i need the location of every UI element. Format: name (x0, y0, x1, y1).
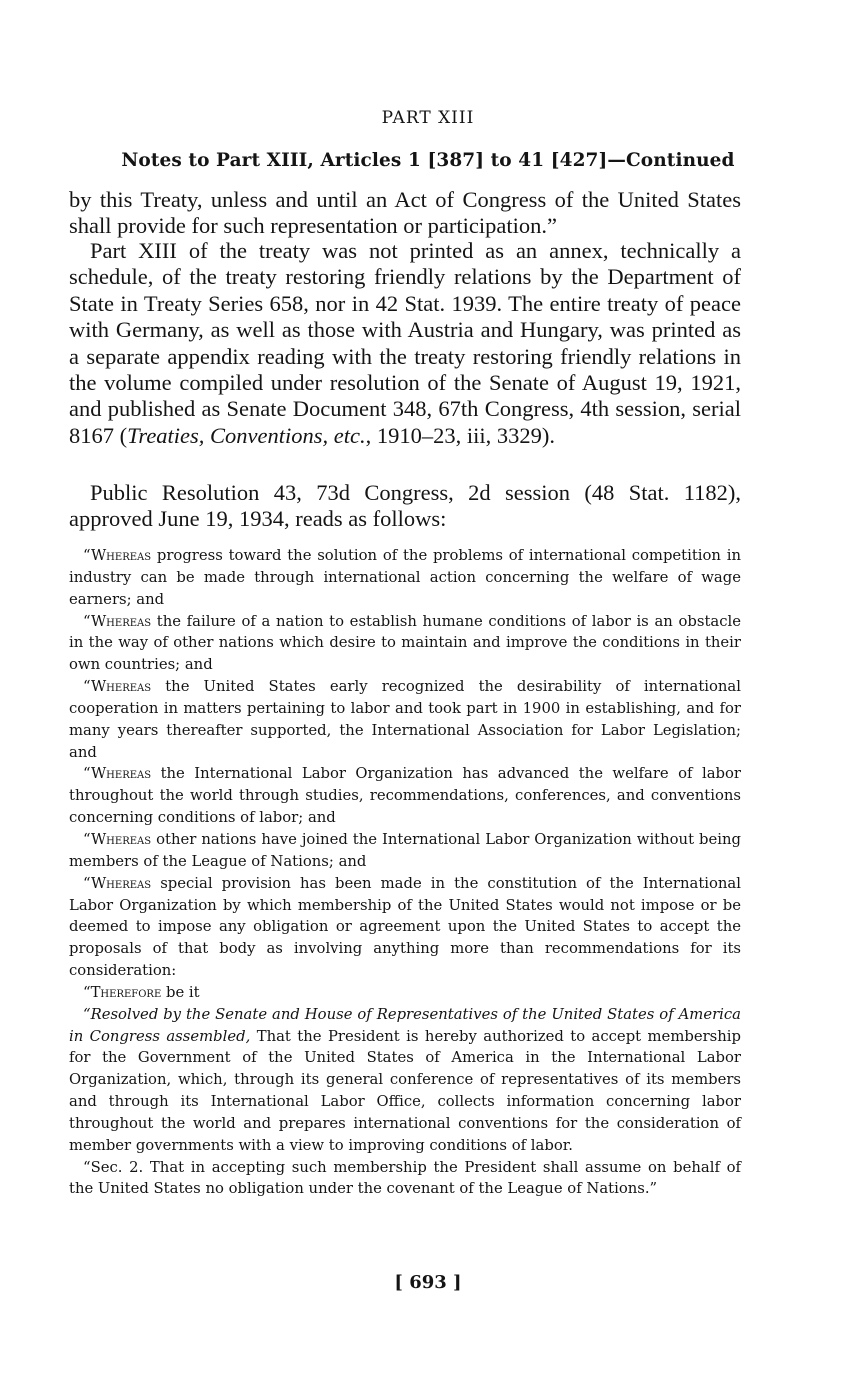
publication-citation: , 1910–23, iii, 3329). (365, 422, 556, 448)
resolved-text: That the President is hereby authorized to accept membership for the Government of the United States of America in the International Labor Organization, which, through its general conference of representatives of its members and through its International Labor Office, collects information concerning labor throughout the world and prepares international conventions for the consideration of member governments with a view to improving conditions of labor. (69, 1027, 741, 1154)
therefore-word: “Therefore (83, 983, 162, 1001)
therefore-text: be it (165, 983, 200, 1001)
resolution-text (69, 545, 741, 1200)
whereas-clause (69, 676, 741, 763)
part-title: PART XIII (381, 108, 475, 128)
publication-history-text: Part XIII of the treaty was not printed as an annex, technically a schedule, of the treaty restoring friendly relations by the Department of State in Treaty Series 658, nor in 42 Stat. 1939. The entire treaty of peace with Germany, as well as those with Austria and Hungary, was printed as a separate appendix reading with the treaty restoring friendly relations in the volume compiled under resolution of the Senate of August 19, 1921, and published as Senate Document 348, 67th Congress, 4th session, serial 8167 ( (69, 238, 741, 448)
whereas-word: “Whereas (83, 765, 152, 783)
whereas-text: the failure of a nation to establish humane conditions of labor is an obstacle in the way of other nations which desire to maintain and improve the conditions in their own countries; and (69, 612, 741, 674)
whereas-word: “Whereas (83, 547, 152, 564)
continuation-paragraph: by this Treaty, unless and until an Act of Congress of the United States shall provide for such representation or participation.” (69, 187, 741, 239)
whereas-text: special provision has been made in the constitution of the International Labor Organization by which membership of the United States would not impose or be deemed to impose any obligation or agreement upon the United States to accept the proposals of that body as involving anything more than recommendations for its consideration: (69, 874, 741, 980)
page-number: [ 693 ] (394, 1272, 462, 1293)
whereas-word: “Whereas (83, 830, 152, 848)
publication-history-paragraph (69, 238, 741, 449)
section-2-clause: “Sec. 2. That in accepting such membership the President shall assume on behalf of the United States no obligation under the covenant of the League of Nations.” (69, 1158, 741, 1198)
resolution-intro-paragraph: Public Resolution 43, 73d Congress, 2d session (48 Stat. 1182), approved June 19, 1934, reads as follows: (69, 480, 741, 532)
whereas-word: “Whereas (83, 874, 152, 892)
whereas-clause (69, 873, 741, 982)
whereas-clause (69, 763, 741, 829)
whereas-text: the International Labor Organization has advanced the welfare of labor throughout the world through studies, recommendations, conferences, and conventions concerning conditions of labor; and (69, 765, 741, 827)
whereas-text: the United States early recognized the desirability of international cooperation in matters pertaining to labor and took part in 1900 in establishing, and for many years thereafter supported, the International Association for Labor Legislation; and (69, 678, 741, 761)
publication-title: Treaties, Conventions, etc. (127, 422, 366, 448)
whereas-word: “Whereas (83, 612, 152, 630)
whereas-clause (69, 611, 741, 677)
whereas-text: other nations have joined the International Labor Organization without being members of the League of Nations; and (69, 830, 741, 870)
therefore-clause (69, 982, 741, 1004)
whereas-text: progress toward the solution of the problems of international competition in industry can be made through international action concerning the welfare of wage earners; and (69, 547, 741, 608)
resolved-enacting-formula: “Resolved by the Senate and House of Representatives of the United States of America in Congress assembled, (69, 1005, 741, 1045)
notes-heading: Notes to Part XIII, Articles 1 [387] to 41 [427]—Continued (121, 150, 735, 171)
resolved-clause (69, 1004, 741, 1157)
whereas-clause (69, 545, 741, 611)
whereas-clause (69, 829, 741, 873)
whereas-word: “Whereas (83, 678, 152, 696)
